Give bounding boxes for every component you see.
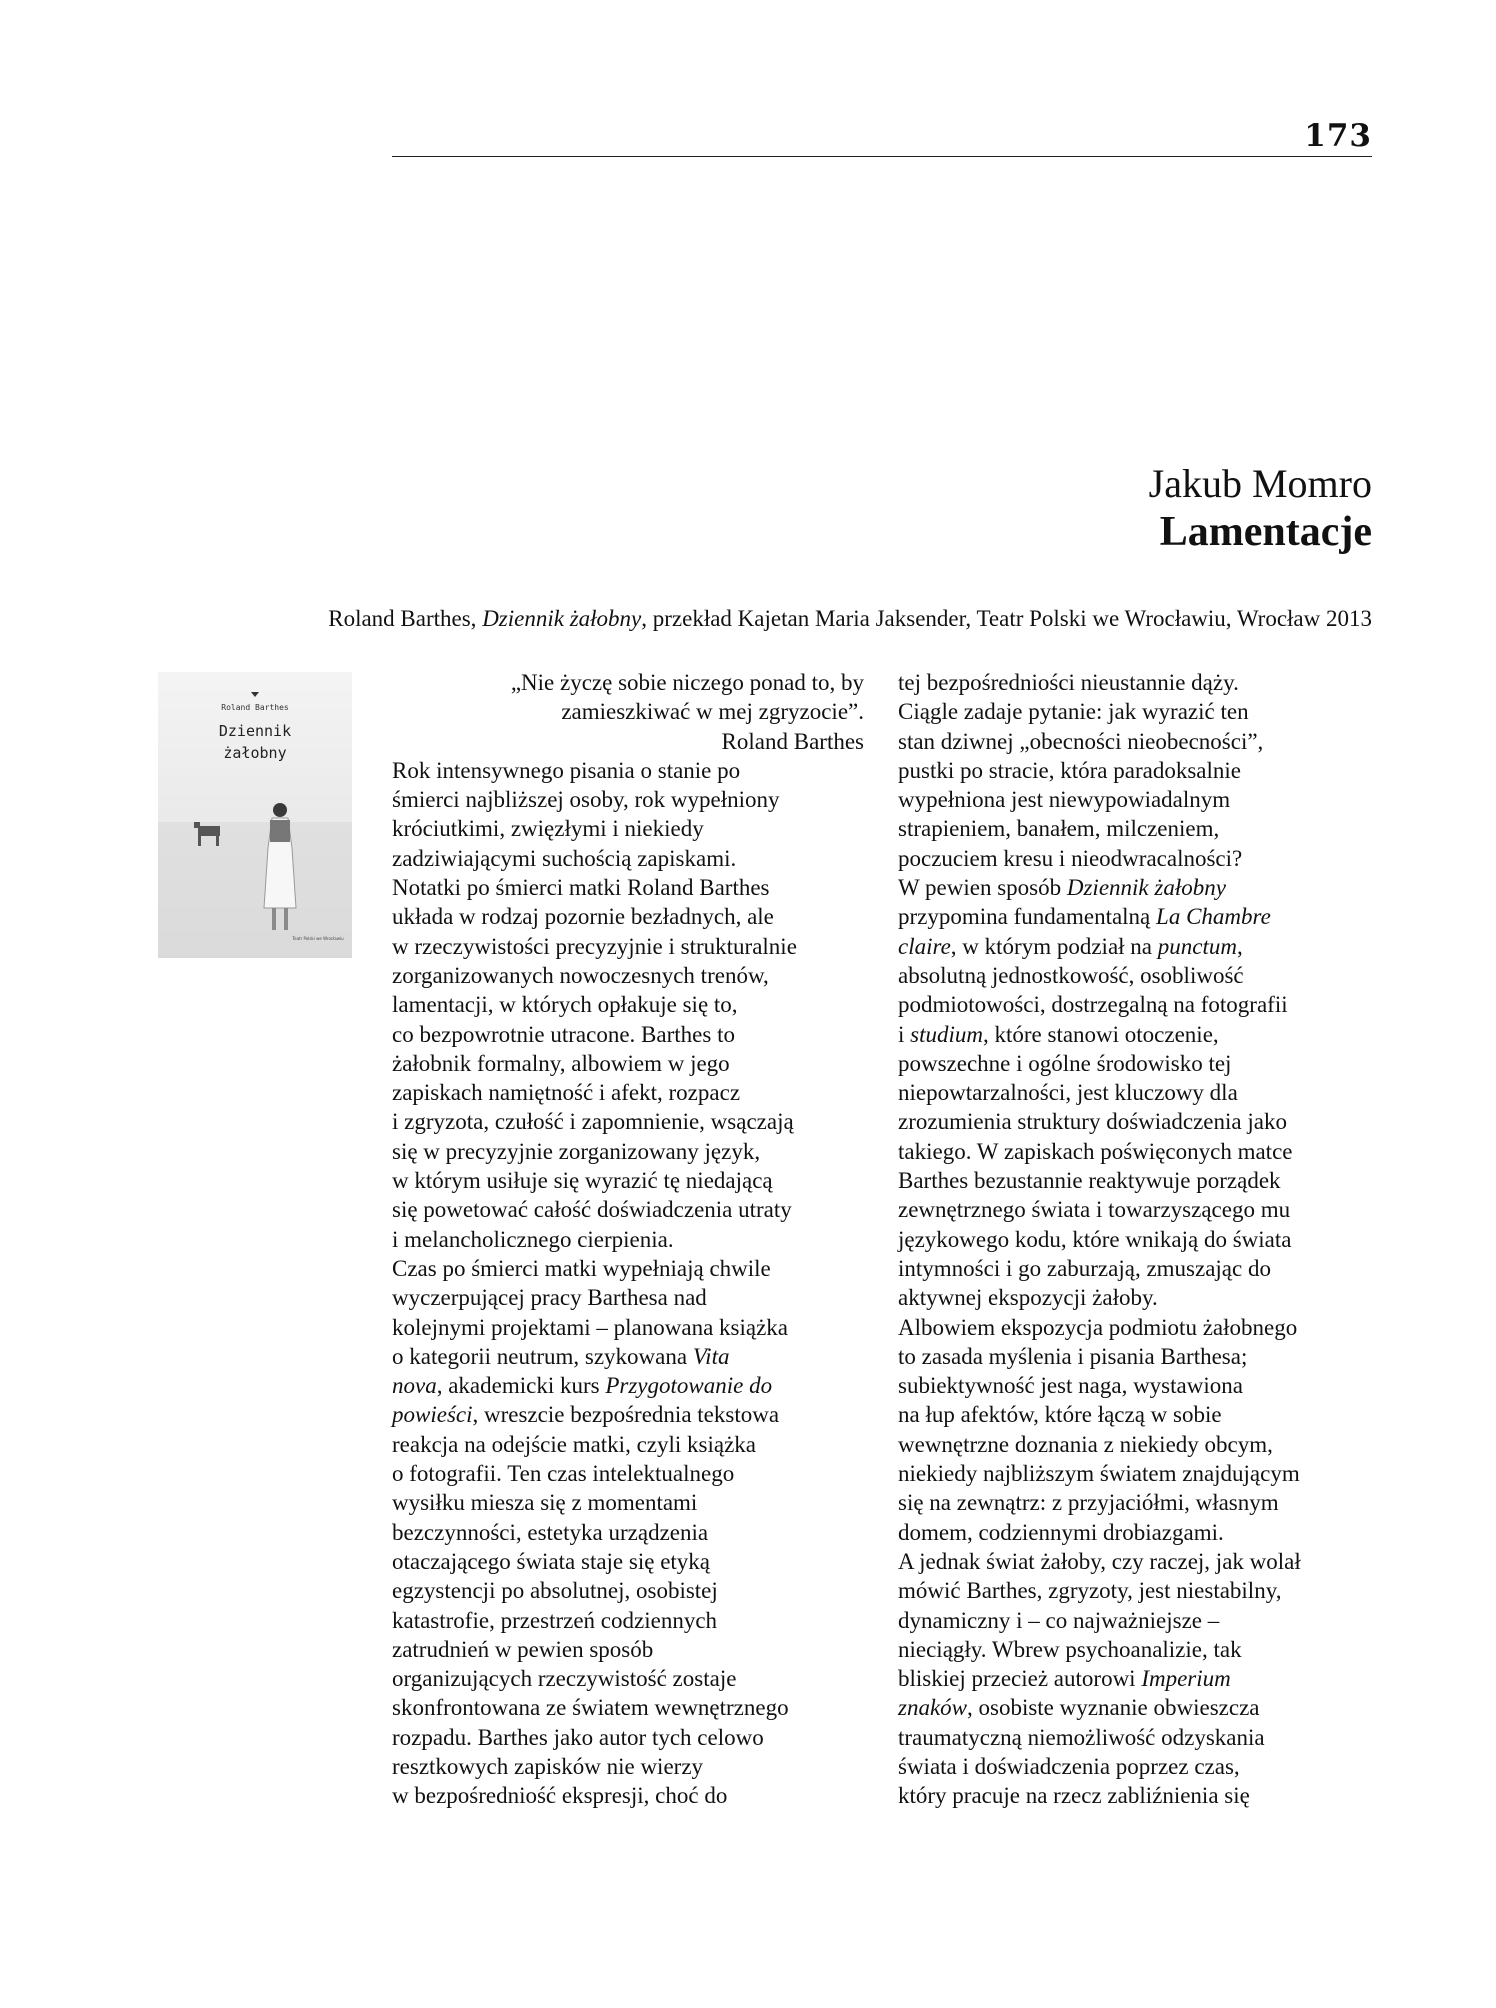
text-run: pustki po stracie, która paradoksalnie — [898, 757, 1241, 783]
text-line — [898, 1459, 1372, 1488]
text-run: zatrudnień w pewien sposób — [392, 1636, 654, 1662]
page-number: 173 — [1304, 118, 1372, 154]
text-line — [898, 1342, 1372, 1371]
text-run: to zasada myślenia i pisania Barthesa; — [898, 1343, 1248, 1369]
text-run: o fotografii. Ten czas intelektualnego — [392, 1461, 735, 1487]
text-line — [392, 1400, 870, 1429]
text-run: przypomina fundamentalną — [898, 904, 1157, 930]
text-run: i — [898, 1021, 911, 1047]
text-line — [392, 1342, 870, 1371]
header-rule — [392, 156, 1372, 157]
bib-book-title: Dziennik żałobny — [482, 606, 642, 631]
text-run: bezczynności, estetyka urządzenia — [392, 1519, 709, 1545]
text-line — [898, 1723, 1372, 1752]
cover-author: Roland Barthes — [221, 703, 289, 712]
cover-title-line1: Dziennik — [218, 722, 292, 740]
text-line — [392, 1781, 870, 1810]
text-line — [898, 1313, 1372, 1342]
text-run: lamentacji, w których opłakuje się to, — [392, 992, 738, 1018]
text-line — [392, 1166, 870, 1195]
text-run: króciutkimi, zwięzłymi i niekiedy — [392, 816, 704, 842]
italic-title: Dziennik żałobny — [1066, 875, 1226, 901]
text-run: powszechne i ogólne środowisko tej — [898, 1050, 1232, 1076]
text-line — [898, 1254, 1372, 1283]
bibliographic-note — [158, 606, 1372, 632]
text-run: w rzeczywistości precyzyjnie i strukturalnie — [392, 933, 797, 959]
text-line — [392, 1664, 870, 1693]
italic-title: claire — [898, 933, 951, 959]
text-run: wewnętrzne doznania z niekiedy obcym, — [898, 1431, 1273, 1457]
text-line — [898, 902, 1372, 931]
text-run: traumatyczną niemożliwość odzyskania — [898, 1724, 1265, 1750]
text-line — [898, 1166, 1372, 1195]
text-line — [392, 1459, 870, 1488]
text-line — [898, 1781, 1372, 1810]
text-run: w bezpośredniość ekspresji, choć do — [392, 1783, 728, 1809]
text-run: zadziwiającymi suchością zapiskami. — [392, 845, 737, 871]
text-run: organizujących rzeczywistość zostaje — [392, 1666, 737, 1692]
text-line — [898, 961, 1372, 990]
italic-title: nova — [392, 1373, 437, 1399]
text-line — [392, 1254, 870, 1283]
text-run: żałobnik formalny, albowiem w jego — [392, 1050, 730, 1076]
text-line — [392, 1195, 870, 1224]
text-run: takiego. W zapiskach poświęconych matce — [898, 1138, 1293, 1164]
cover-publisher: Teatr Polski we Wrocławiu — [292, 936, 344, 941]
text-line — [392, 1488, 870, 1517]
text-run: tej bezpośredniości nieustannie dąży. — [898, 670, 1239, 695]
italic-title: Imperium — [1141, 1666, 1231, 1692]
text-run: śmierci najbliższej osoby, rok wypełniony — [392, 787, 780, 813]
text-line — [898, 1137, 1372, 1166]
text-run: wyczerpującej pracy Barthesa nad — [392, 1285, 707, 1311]
text-line — [898, 873, 1372, 902]
book-cover-image — [158, 672, 352, 958]
text-line — [392, 1547, 870, 1576]
text-line — [898, 1225, 1372, 1254]
text-line — [898, 1547, 1372, 1576]
text-line — [392, 1693, 870, 1722]
text-run: zewnętrznego świata i towarzyszącego mu — [898, 1197, 1291, 1223]
text-run: kolejnymi projektami – planowana książka — [392, 1314, 788, 1340]
text-line — [392, 1225, 870, 1254]
text-line — [898, 756, 1372, 785]
text-run: resztkowych zapisków nie wierzy — [392, 1753, 704, 1779]
italic-title: punctum — [1157, 933, 1237, 959]
text-run: dynamiczny i – co najważniejsze – — [898, 1607, 1220, 1633]
text-line — [898, 697, 1372, 726]
article-title: Lamentacje — [1159, 509, 1372, 555]
text-run: niepowtarzalności, jest kluczowy dla — [898, 1080, 1238, 1106]
text-run: układa w rodzaj pozornie bezładnych, ale — [392, 904, 774, 930]
text-line — [392, 844, 870, 873]
text-run: domem, codziennymi drobiazgami. — [898, 1519, 1224, 1545]
text-run: intymności i go zaburzają, zmuszając do — [898, 1255, 1271, 1281]
text-run: bliskiej przecież autorowi — [898, 1666, 1142, 1692]
italic-title: znaków — [898, 1695, 967, 1721]
italic-title: Przygotowanie do — [605, 1373, 773, 1399]
text-line — [392, 1313, 870, 1342]
text-run: , akademicki kurs — [436, 1373, 606, 1399]
text-run: Czas po śmierci matki wypełniają chwile — [392, 1255, 771, 1281]
text-line — [392, 873, 870, 902]
text-line — [898, 1020, 1372, 1049]
text-run: reakcja na odejście matki, czyli książka — [392, 1431, 756, 1457]
text-run: wysiłku miesza się z momentami — [392, 1490, 698, 1516]
text-line — [392, 1518, 870, 1547]
text-run: nieciągły. Wbrew psychoanalizie, tak — [898, 1636, 1242, 1662]
text-run: A jednak świat żałoby, czy raczej, jak wolał — [898, 1548, 1301, 1574]
text-line — [392, 756, 870, 785]
text-line — [898, 1693, 1372, 1722]
text-run: Rok intensywnego pisania o stanie po — [392, 757, 741, 783]
text-run: na łup afektów, które łączą w sobie — [898, 1402, 1222, 1428]
text-line — [898, 1518, 1372, 1547]
text-run: W pewien sposób — [898, 875, 1067, 901]
text-line — [392, 1107, 870, 1136]
text-run: , które stanowi otoczenie, — [982, 1021, 1219, 1047]
text-run: zorganizowanych nowoczesnych trenów, — [392, 962, 769, 988]
text-run: niekiedy najbliższym światem znajdującym — [898, 1461, 1300, 1487]
text-line — [392, 1078, 870, 1107]
text-line — [898, 1430, 1372, 1459]
text-line — [898, 668, 1372, 697]
text-column-left — [392, 668, 870, 1811]
article-author: Jakub Momro — [1148, 461, 1372, 506]
text-run: , wreszcie bezpośrednia tekstowa — [472, 1402, 780, 1428]
text-line — [392, 1020, 870, 1049]
text-line — [898, 1752, 1372, 1781]
text-line — [898, 1664, 1372, 1693]
text-line — [898, 1400, 1372, 1429]
text-run: Ciągle zadaje pytanie: jak wyrazić ten — [898, 699, 1249, 725]
text-line — [898, 1049, 1372, 1078]
column-right-body — [898, 668, 1372, 1811]
text-line — [898, 844, 1372, 873]
text-line — [392, 932, 870, 961]
text-line — [392, 990, 870, 1019]
italic-title: Vita — [692, 1343, 730, 1369]
text-run: skonfrontowana ze światem wewnętrznego — [392, 1695, 789, 1721]
epigraph-line: „Nie życzę sobie niczego ponad to, by — [510, 670, 864, 695]
bib-part: , przekład Kajetan Maria Jaksender, Teatr Polski we Wrocławiu, Wrocław 2013 — [641, 606, 1372, 631]
text-run: Notatki po śmierci matki Roland Barthes — [392, 875, 770, 901]
text-line — [392, 1606, 870, 1635]
text-line — [392, 1430, 870, 1459]
text-line — [392, 1752, 870, 1781]
text-run: absolutną jednostkowość, osobliwość — [898, 962, 1244, 988]
text-run: Barthes bezustannie reaktywuje porządek — [898, 1168, 1281, 1194]
text-line — [898, 1488, 1372, 1517]
text-line — [898, 1371, 1372, 1400]
text-run: , — [1236, 933, 1243, 959]
text-run: językowego kodu, które wnikają do świata — [898, 1226, 1292, 1252]
text-line — [898, 932, 1372, 961]
text-run: otaczającego świata staje się etyką — [392, 1548, 711, 1574]
text-run: świata i doświadczenia poprzez czas, — [898, 1753, 1240, 1779]
text-run: poczuciem kresu i nieodwracalności? — [898, 845, 1243, 871]
epigraph-attribution: Roland Barthes — [721, 728, 864, 754]
italic-title: powieści — [392, 1402, 473, 1428]
text-line — [898, 814, 1372, 843]
text-run: katastrofie, przestrzeń codziennych — [392, 1607, 718, 1633]
text-run: i melancholicznego cierpienia. — [392, 1226, 674, 1252]
text-line — [392, 1371, 870, 1400]
text-line — [898, 727, 1372, 756]
text-column-right — [898, 668, 1372, 1811]
column-left-body — [392, 756, 870, 1811]
text-run: , w którym podział na — [950, 933, 1158, 959]
text-run: aktywnej ekspozycji żałoby. — [898, 1285, 1158, 1311]
text-run: zrozumienia struktury doświadczenia jako — [898, 1109, 1287, 1135]
text-run: co bezpowrotnie utracone. Barthes to — [392, 1021, 735, 1047]
text-line — [898, 1606, 1372, 1635]
text-line — [898, 1635, 1372, 1664]
text-run: subiektywność jest naga, wystawiona — [898, 1373, 1243, 1399]
text-line — [898, 1107, 1372, 1136]
italic-title: studium — [910, 1021, 983, 1047]
text-line — [392, 1576, 870, 1605]
text-line — [392, 1137, 870, 1166]
text-run: , osobiste wyznanie obwieszcza — [967, 1695, 1260, 1721]
text-run: i zgryzota, czułość i zapomnienie, wsączają — [392, 1109, 794, 1135]
text-line — [898, 785, 1372, 814]
text-run: wypełniona jest niewypowiadalnym — [898, 787, 1231, 813]
text-line — [392, 902, 870, 931]
text-run: Albowiem ekspozycja podmiotu żałobnego — [898, 1314, 1298, 1340]
text-line — [392, 1049, 870, 1078]
text-run: się powetować całość doświadczenia utraty — [392, 1197, 792, 1223]
text-line — [392, 961, 870, 990]
text-line — [898, 1078, 1372, 1107]
text-line — [392, 814, 870, 843]
text-run: stan dziwnej „obecności nieobecności”, — [898, 728, 1264, 754]
text-run: który pracuje na rzecz zabliźnienia się — [898, 1783, 1250, 1809]
text-line — [898, 1576, 1372, 1605]
text-line — [392, 1283, 870, 1312]
text-line — [392, 1635, 870, 1664]
text-line — [392, 1723, 870, 1752]
text-run: strapieniem, banałem, milczeniem, — [898, 816, 1220, 842]
text-line — [392, 785, 870, 814]
cover-title-line2: żałobny — [223, 744, 287, 762]
text-run: egzystencji po absolutnej, osobistej — [392, 1578, 718, 1604]
text-run: mówić Barthes, zgryzoty, jest niestabilny, — [898, 1578, 1282, 1604]
epigraph-line: zamieszkiwać w mej zgryzocie”. — [561, 699, 864, 725]
text-run: o kategorii neutrum, szykowana — [392, 1343, 693, 1369]
text-line — [898, 990, 1372, 1019]
text-run: w którym usiłuje się wyrazić tę niedającą — [392, 1168, 773, 1194]
text-line — [898, 1195, 1372, 1224]
text-run: się w precyzyjnie zorganizowany język, — [392, 1138, 761, 1164]
bib-part: Roland Barthes, — [328, 606, 483, 631]
text-run: podmiotowości, dostrzegalną na fotografii — [898, 992, 1288, 1018]
text-run: zapiskach namiętność i afekt, rozpacz — [392, 1080, 741, 1106]
text-line — [898, 1283, 1372, 1312]
italic-title: La Chambre — [1156, 904, 1271, 930]
text-run: się na zewnątrz: z przyjaciółmi, własnym — [898, 1490, 1279, 1516]
text-run: rozpadu. Barthes jako autor tych celowo — [392, 1724, 764, 1750]
